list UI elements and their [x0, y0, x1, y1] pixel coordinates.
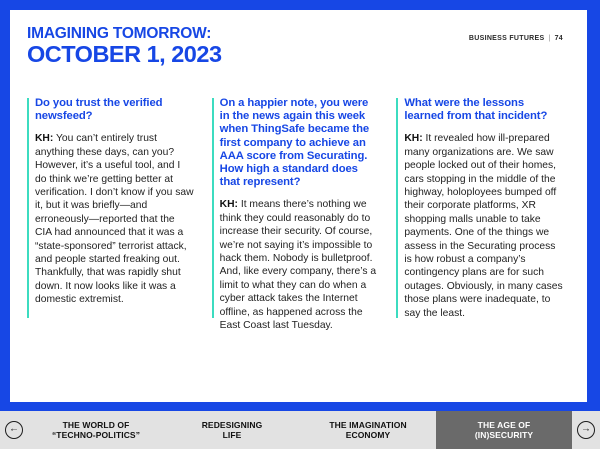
- tab-redesigning-life[interactable]: [164, 411, 300, 449]
- tab-label-line1: THE WORLD OF: [62, 419, 130, 430]
- running-head: [469, 35, 563, 42]
- page-title: [27, 26, 222, 66]
- answer-text: It revealed how ill-prepared many organizations are. We saw people locked out of their homes, cars stopping in the middle of the highway, holoployees bumped off their corporate platforms, XR shopping malls unable to take payments. One of the things we assess in the Securating process is how robust a company’s contingency plans are for such outages. Obviously, in many cases those plans were inadequate, to say the least.: [404, 133, 563, 319]
- meta-separator: |: [548, 35, 551, 42]
- page-title-line2: OCTOBER 1, 2023: [27, 41, 222, 67]
- qa-columns: [27, 97, 563, 332]
- accent-bar: [27, 98, 29, 318]
- tab-label-line1: REDESIGNING: [201, 419, 263, 430]
- answer-paragraph: [35, 132, 194, 306]
- qa-column-lessons: [396, 97, 563, 332]
- page-number: 74: [554, 35, 563, 42]
- qa-column-thingsafe: [212, 97, 379, 332]
- speaker-label: KH:: [404, 133, 423, 145]
- question-heading: What were the lessons learned from that incident?: [404, 97, 548, 123]
- section-navbar: [0, 411, 600, 449]
- accent-bar: [212, 98, 214, 318]
- tab-label-line2: “TECHNO-POLITICS”: [51, 430, 141, 440]
- question-heading: On a happier note, you were in the news again this week when ThingSafe became the first company to achieve an AAA score from Securating. How high a standard does that represent?: [219, 97, 370, 189]
- answer-paragraph: [404, 132, 563, 320]
- question-heading: Do you trust the verified newsfeed?: [35, 97, 163, 123]
- tab-the-imagination-economy[interactable]: [300, 411, 436, 449]
- prev-arrow-zone: [0, 411, 28, 449]
- content-sheet: [10, 10, 587, 402]
- speaker-label: KH:: [219, 199, 238, 211]
- speaker-label: KH:: [35, 133, 54, 145]
- tab-the-world-of-techno-politics[interactable]: [28, 411, 164, 449]
- answer-paragraph: [220, 198, 379, 332]
- next-section-button[interactable]: [577, 421, 595, 439]
- page-title-line1: IMAGINING TOMORROW:: [27, 25, 212, 42]
- tab-label-line1: THE IMAGINATION: [329, 419, 407, 430]
- next-arrow-zone: [572, 411, 600, 449]
- section-tabs: [28, 411, 572, 449]
- page-header: [27, 26, 563, 66]
- tab-label-line1: THE AGE OF: [477, 419, 531, 430]
- qa-column-newsfeed: [27, 97, 194, 332]
- answer-text: You can’t entirely trust anything these days, can you? However, it’s a useful tool, and I do think we’re getting better at verification. I don’t know if you saw it, but it was briefly—and erroneously—reported that the CIA had announced that it was a “state-sponsored” terrorist attack, and people started freaking out. Thankfully, that was rapidly shut down. It now looks like it was a domestic extremist.: [35, 133, 194, 306]
- arrow-right-icon: →: [581, 423, 591, 435]
- prev-section-button[interactable]: [5, 421, 23, 439]
- tab-label-line2: ECONOMY: [345, 430, 391, 440]
- tab-the-age-of-insecurity[interactable]: [436, 411, 572, 449]
- tab-label-line2: (IN)SECURITY: [474, 430, 534, 440]
- answer-text: It means there’s nothing we think they could reasonably do to increase their security. Of course, we’re not saying it’s impossible to hack them. Nobody is bulletproof. And, like every company, there’s a limit to what they can do when a cyber attack takes the Internet offline, as happened across the East Coast last Tuesday.: [219, 199, 377, 332]
- tab-label-line2: LIFE: [222, 430, 242, 440]
- publication-name: BUSINESS FUTURES: [468, 35, 545, 42]
- arrow-left-icon: ←: [9, 423, 19, 435]
- accent-bar: [396, 98, 398, 318]
